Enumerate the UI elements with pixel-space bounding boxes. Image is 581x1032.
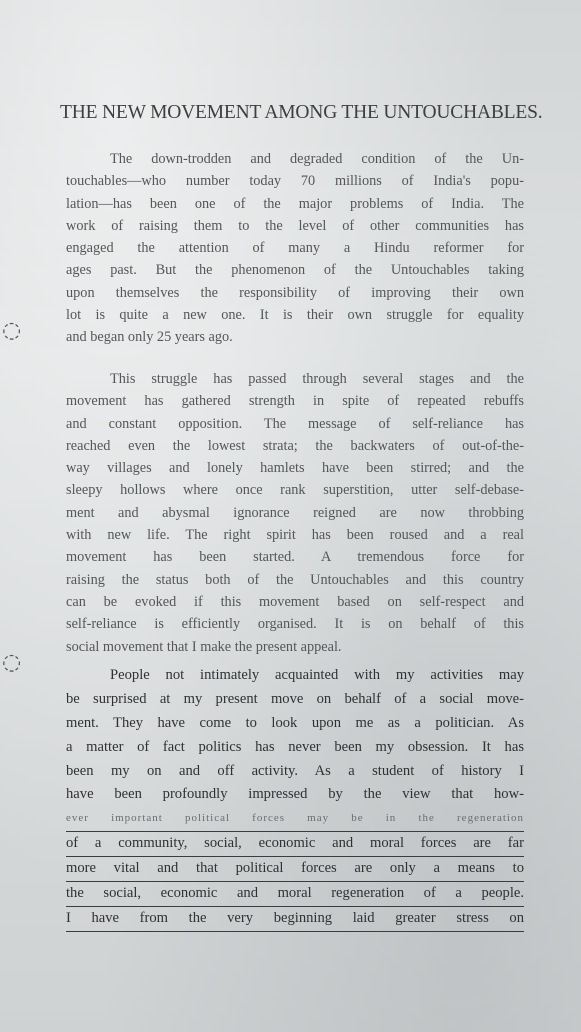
text-line: have been profoundly impressed by the view that how- xyxy=(66,786,524,803)
text-line: social movement that I make the present appeal. xyxy=(66,638,342,655)
text-line: sleepy hollows where once rank superstition, utter self-debase- xyxy=(66,482,524,499)
text-line: ment. They have come to look upon me as a politician. As xyxy=(66,714,524,731)
text-line-underlined: I have from the very beginning laid greater stress on xyxy=(66,907,524,932)
text-line: People not intimately acquainted with my activities may xyxy=(110,667,524,683)
text-line: lot is quite a new one. It is their own struggle for equality xyxy=(66,307,524,324)
text-line: way villages and lonely hamlets have been stirred; and the xyxy=(66,460,524,477)
margin-mark-icon: ◌ xyxy=(2,650,22,675)
text-line: self-reliance is efficiently organised. It is on behalf of this xyxy=(66,616,524,633)
text-line: reached even the lowest strata; the backwaters of out-of-the- xyxy=(66,437,524,454)
text-line: upon themselves the responsibility of improving their own xyxy=(66,284,524,301)
text-line-faded: ever important political forces may be in the regeneration xyxy=(66,807,524,832)
paragraph-2 xyxy=(66,368,524,658)
text-line: lation—has been one of the major problems of India. The xyxy=(66,195,524,212)
text-line: This struggle has passed through several stages and the xyxy=(110,371,524,387)
text-line-underlined: of a community, social, economic and moral forces are far xyxy=(66,832,524,857)
text-line: with new life. The right spirit has been roused and a real xyxy=(66,527,524,544)
text-line-underlined: more vital and that political forces are only a means to xyxy=(66,857,524,882)
text-line: movement has gathered strength in spite of repeated rebuffs xyxy=(66,393,524,410)
text-line: and constant opposition. The message of self-reliance has xyxy=(66,415,524,432)
text-line: a matter of fact politics has never been my obsession. It has xyxy=(66,738,524,755)
text-line: touchables—who number today 70 millions of India's popu- xyxy=(66,173,524,190)
text-line: and began only 25 years ago. xyxy=(66,329,233,346)
text-line: be surprised at my present move on behalf of a social move- xyxy=(66,690,524,707)
text-line: been my on and off activity. As a student of history I xyxy=(66,762,524,779)
text-line: work of raising them to the level of other communities has xyxy=(66,217,524,234)
text-line: engaged the attention of many a Hindu reformer for xyxy=(66,240,524,257)
text-line: ment and abysmal ignorance reigned are now throbbing xyxy=(66,504,524,521)
text-line: ages past. But the phenomenon of the Untouchables taking xyxy=(66,262,524,279)
paragraph-3 xyxy=(66,664,524,932)
text-line: raising the status both of the Untouchables and this country xyxy=(66,571,524,588)
margin-mark-icon: ◌ xyxy=(2,318,22,343)
page-title: THE NEW MOVEMENT AMONG THE UNTOUCHABLES. xyxy=(60,102,543,123)
text-line: movement has been started. A tremendous force for xyxy=(66,549,524,566)
text-line: can be evoked if this movement based on self-respect and xyxy=(66,593,524,610)
text-line-underlined: the social, economic and moral regeneration of a people. xyxy=(66,882,524,907)
text-line: The down-trodden and degraded condition of the Un- xyxy=(110,151,524,167)
paragraph-1 xyxy=(66,148,524,349)
